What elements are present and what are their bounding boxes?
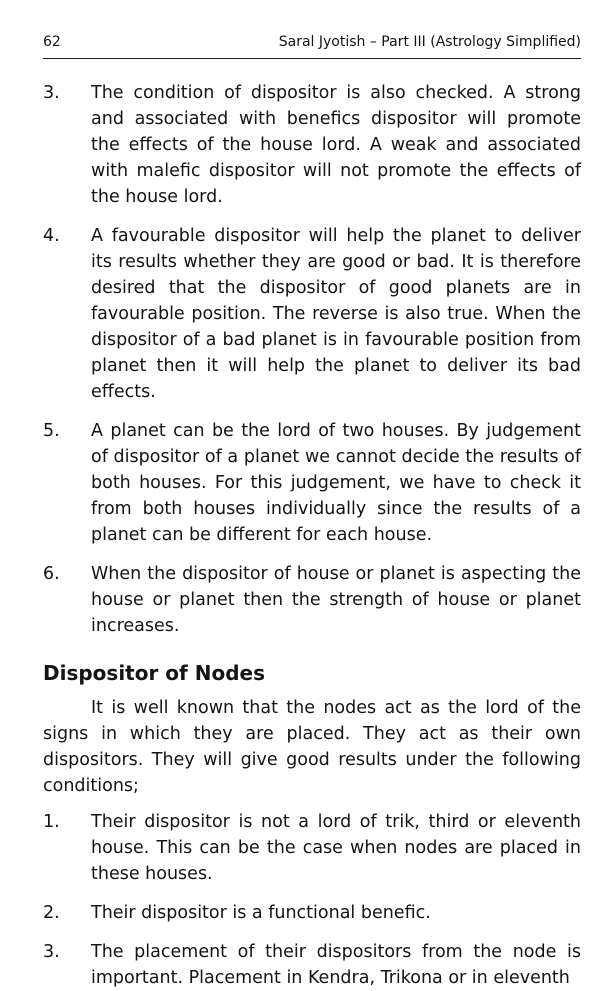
list-item	[43, 561, 581, 639]
list-item	[43, 939, 581, 991]
list-item	[43, 80, 581, 210]
list-item-number: 3.	[43, 83, 60, 103]
list-item	[43, 809, 581, 887]
list-item-number: 4.	[43, 226, 60, 246]
page-header	[43, 32, 581, 56]
list-item-text: The condition of dispositor is also checked. A strong and associated with benefics dispositor will promote the effects of the house lord. A weak and associated with malefic dispositor will not promote the effects of the house lord.	[91, 83, 581, 207]
list-item-text: The placement of their dispositors from the node is important. Placement in Kendra, Trikona or in eleventh	[91, 942, 581, 988]
page-body	[43, 80, 581, 991]
list-item-text: When the dispositor of house or planet is aspecting the house or planet then the strength of house or planet increases.	[91, 564, 581, 636]
list-item-number: 5.	[43, 421, 60, 441]
list-item-number: 2.	[43, 903, 60, 923]
list-item	[43, 900, 581, 926]
section-intro-paragraph: It is well known that the nodes act as the lord of the signs in which they are placed. They act as their own dispositors. They will give good results under the following conditions;	[43, 698, 581, 796]
header-rule	[43, 58, 581, 59]
running-title: Saral Jyotish – Part III (Astrology Simplified)	[278, 34, 581, 50]
list-item-text: Their dispositor is not a lord of trik, third or eleventh house. This can be the case when nodes are placed in these houses.	[91, 812, 581, 884]
page-number: 62	[43, 34, 61, 50]
list-item-number: 6.	[43, 564, 60, 584]
list-item-text: A favourable dispositor will help the planet to deliver its results whether they are good or bad. It is therefore desired that the dispositor of good planets are in favourable position. The reverse is also true. When the dispositor of a bad planet is in favourable position from planet then it will help the planet to deliver its bad effects.	[91, 226, 581, 402]
list-item	[43, 418, 581, 548]
list-item-number: 1.	[43, 812, 60, 832]
section-heading: Dispositor of Nodes	[43, 661, 265, 685]
list-item	[43, 223, 581, 405]
list-item-number: 3.	[43, 942, 60, 962]
list-item-text: A planet can be the lord of two houses. By judgement of dispositor of a planet we cannot decide the results of both houses. For this judgement, we have to check it from both houses individually since the results of a planet can be different for each house.	[91, 421, 581, 545]
list-item-text: Their dispositor is a functional benefic.	[91, 903, 431, 923]
